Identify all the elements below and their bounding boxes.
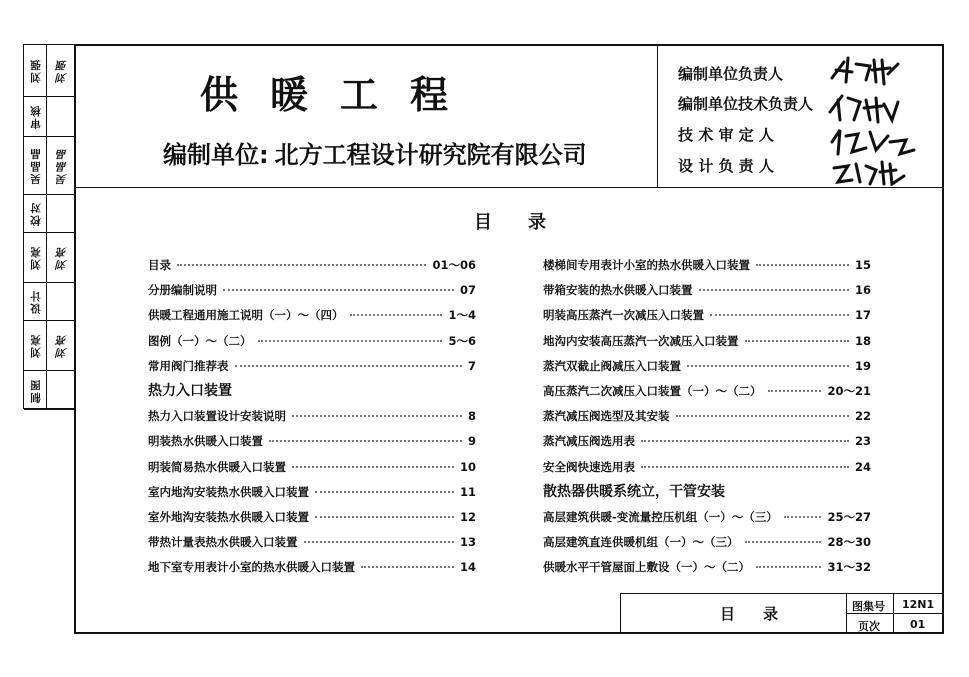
toc-entry-page: 23 [854, 434, 871, 449]
signature-reviewer [832, 130, 914, 154]
toc-entry-title: 图例（一）～（二） [148, 333, 252, 348]
side-strip-signature-text: 吴晶晶 [56, 146, 68, 185]
side-strip-signature [47, 137, 76, 194]
atlas-number-value: 12N1 [902, 598, 935, 611]
side-strip-label-text: 设计 [29, 289, 42, 314]
side-strip-label-text: 刘强 [29, 58, 42, 83]
toc-entry-title: 带热计量表热水供暖入口装置 [148, 535, 298, 550]
side-strip-row [24, 137, 76, 195]
toc-entry-page: 14 [459, 560, 476, 575]
toc-entry-title: 常用阀门推荐表 [148, 358, 229, 373]
toc-entry-page: 25～27 [827, 510, 871, 524]
toc-entry-page: 18 [854, 333, 871, 348]
side-strip-label [24, 97, 47, 136]
toc-leader-dots [315, 491, 454, 493]
side-strip-signature-text: 刘亮 [56, 333, 68, 358]
toc-entry-page: 22 [854, 409, 871, 424]
side-strip-signature [47, 283, 76, 320]
toc-entry-page: 13 [459, 535, 476, 550]
side-strip-label [24, 233, 47, 282]
toc-entry-title: 安全阀快速选用表 [543, 459, 635, 474]
toc-entry[interactable] [543, 358, 871, 376]
atlas-number-label: 图集号 [852, 600, 885, 613]
side-strip-label [24, 137, 47, 194]
role-design-lead: 设 计 负 责 人 [678, 157, 774, 175]
compiling-unit-label: 编制单位: [163, 141, 269, 169]
side-strip-row [24, 97, 76, 137]
toc-entry-page: 15 [854, 258, 871, 272]
toc-entry[interactable] [543, 257, 871, 275]
toc-entry-page: 7 [467, 358, 476, 373]
role-unit-head: 编制单位负责人 [678, 65, 784, 83]
side-strip-label [24, 195, 47, 232]
toc-leader-dots [223, 289, 454, 291]
signature-design-lead [834, 162, 904, 184]
side-strip-signature-text: 刘强 [56, 58, 68, 83]
toc-entry-title: 目录 [148, 258, 171, 272]
toc-entry[interactable] [148, 509, 476, 527]
toc-entry[interactable] [543, 509, 871, 527]
toc-entry[interactable] [148, 257, 476, 275]
toc-section-heading: 散热器供暖系统立，干管安装 [543, 483, 725, 500]
toc-entry[interactable] [543, 559, 871, 577]
side-strip-label-text: 制图 [29, 377, 42, 403]
toc-entry-title: 热力入口装置设计安装说明 [148, 409, 286, 424]
toc-leader-dots [756, 566, 821, 568]
compiling-unit-name: 北方工程设计研究院有限公司 [274, 141, 587, 169]
toc-leader-dots [292, 466, 454, 468]
toc-leader-dots [745, 340, 849, 342]
toc-entry-page: 12 [459, 510, 476, 524]
toc-entry-title: 明装热水供暖入口装置 [148, 434, 263, 449]
toc-leader-dots [710, 314, 849, 316]
toc-entry[interactable] [543, 383, 871, 401]
toc-section-heading: 热力入口装置 [148, 383, 232, 399]
side-strip-signature [47, 45, 76, 96]
toc-entry-page: 20～21 [827, 384, 871, 398]
toc-entry-page: 16 [854, 283, 871, 298]
toc-leader-dots [699, 289, 849, 291]
toc-entry-title: 明装简易热水供暖入口装置 [148, 459, 286, 474]
toc-leader-dots [315, 516, 454, 518]
side-strip-label [24, 321, 47, 370]
toc-entry-page: 10 [459, 459, 476, 474]
toc-entry-title: 供暖工程通用施工说明（一）～（四） [148, 308, 344, 323]
toc-entry-title: 高层建筑直连供暖机组（一）～（三） [543, 535, 739, 550]
toc-entry[interactable] [543, 534, 871, 552]
side-strip-label [24, 371, 47, 409]
toc-entry-page: 1～4 [448, 308, 476, 323]
toc-leader-dots [350, 314, 443, 316]
toc-entry-page: 01～06 [432, 258, 476, 272]
side-strip-row [24, 321, 76, 371]
toc-entry[interactable] [543, 433, 871, 451]
toc-entry-page: 17 [854, 308, 871, 323]
toc-entry-title: 蒸汽减压阀选用表 [543, 434, 635, 449]
toc-entry-title: 供暖水平干管屋面上敷设（一）～（二） [543, 560, 750, 575]
side-strip-row [24, 283, 76, 321]
toc-leader-dots [768, 390, 822, 392]
side-strip-label [24, 283, 47, 320]
toc-leader-dots [304, 541, 454, 543]
toc-entry-page: 9 [467, 434, 476, 449]
side-strip-label-text: 刘亮 [29, 333, 42, 358]
title-block-name: 目录 [720, 605, 807, 623]
side-strip-label-text: 审核 [29, 104, 42, 129]
toc-entry-title: 地下室专用表计小室的热水供暖入口装置 [148, 560, 355, 575]
toc-leader-dots [177, 264, 426, 266]
toc-entry-page: 31～32 [827, 560, 871, 575]
header-split-line [657, 44, 658, 188]
toc-leader-dots [676, 415, 849, 417]
toc-entry-page: 24 [854, 459, 871, 474]
side-strip-label-text: 刘亮 [29, 245, 42, 270]
side-strip-row [24, 233, 76, 283]
side-strip-signature [47, 195, 76, 232]
toc-entry-title: 楼梯间专用表计小室的热水供暖入口装置 [543, 258, 750, 272]
toc-entry[interactable] [543, 307, 871, 325]
side-strip-label-text: 校对 [29, 201, 42, 226]
toc-leader-dots [269, 440, 462, 442]
toc-entry-page: 5～6 [448, 333, 476, 348]
side-strip-signature [47, 371, 76, 409]
signature-unit-head [832, 58, 898, 84]
toc-leader-dots [756, 264, 849, 266]
toc-entry[interactable] [543, 282, 871, 300]
toc-entry[interactable] [148, 282, 476, 300]
toc-entry-page: 28～30 [827, 535, 871, 550]
toc-entry[interactable] [148, 307, 476, 325]
side-strip-row [24, 195, 76, 233]
toc-entry-title: 高压蒸汽二次减压入口装置（一）～（二） [543, 384, 762, 398]
toc-entry-title: 明装高压蒸汽一次减压入口装置 [543, 308, 704, 323]
toc-entry[interactable] [148, 484, 476, 502]
toc-leader-dots [745, 541, 822, 543]
toc-entry-title: 带箱安装的热水供暖入口装置 [543, 283, 693, 298]
toc-entry[interactable] [148, 358, 476, 376]
side-strip-signature [47, 97, 76, 136]
toc-entry[interactable] [148, 333, 476, 351]
side-strip-label-text: 吴晶晶 [29, 146, 42, 185]
toc-entry-title: 室内地沟安装热水供暖入口装置 [148, 484, 309, 499]
toc-entry-page: 11 [459, 484, 476, 499]
toc-leader-dots [235, 365, 462, 367]
role-reviewer: 技 术 审 定 人 [678, 126, 774, 144]
side-strip-signature [47, 233, 76, 282]
toc-title: 目录 [474, 212, 582, 233]
signature-tech-head [830, 96, 898, 122]
toc-entry-page: 07 [459, 283, 476, 298]
page-number-value: 01 [910, 618, 926, 631]
toc-leader-dots [258, 340, 443, 342]
toc-leader-dots [784, 516, 822, 518]
toc-entry[interactable] [543, 333, 871, 351]
toc-entry[interactable] [543, 459, 871, 477]
side-strip-signature [47, 321, 76, 370]
toc-entry-title: 室外地沟安装热水供暖入口装置 [148, 510, 309, 524]
toc-entry[interactable] [543, 408, 871, 426]
side-strip-row [24, 45, 76, 97]
side-signature-strip [23, 44, 75, 409]
toc-entry[interactable] [148, 534, 476, 552]
toc-leader-dots [641, 440, 849, 442]
toc-leader-dots [687, 365, 849, 367]
toc-entry[interactable] [148, 433, 476, 451]
page-title: 供暖工程 [200, 73, 481, 117]
toc-entry[interactable] [148, 559, 476, 577]
toc-entry-page: 8 [467, 409, 476, 424]
toc-entry-title: 地沟内安装高压蒸汽一次减压入口装置 [543, 333, 739, 348]
page-number-label: 页次 [858, 620, 880, 633]
handwritten-signatures [826, 50, 916, 186]
toc-leader-dots [292, 415, 462, 417]
toc-entry[interactable] [148, 459, 476, 477]
side-strip-label [24, 45, 47, 96]
toc-entry-title: 蒸汽双截止阀减压入口装置 [543, 358, 681, 373]
role-tech-head: 编制单位技术负责人 [678, 95, 814, 113]
toc-entry-title: 高层建筑供暖-变流量控压机组（一）～（三） [543, 510, 778, 524]
side-strip-row [24, 371, 76, 410]
toc-entry-title: 蒸汽减压阀选型及其安装 [543, 409, 670, 424]
compiling-unit [163, 135, 587, 170]
toc-leader-dots [641, 466, 849, 468]
toc-entry[interactable] [148, 408, 476, 426]
toc-entry-title: 分册编制说明 [148, 283, 217, 298]
header-divider [74, 187, 944, 188]
toc-leader-dots [361, 566, 454, 568]
toc-entry-page: 19 [854, 358, 871, 373]
side-strip-signature-text: 刘亮 [56, 245, 68, 270]
